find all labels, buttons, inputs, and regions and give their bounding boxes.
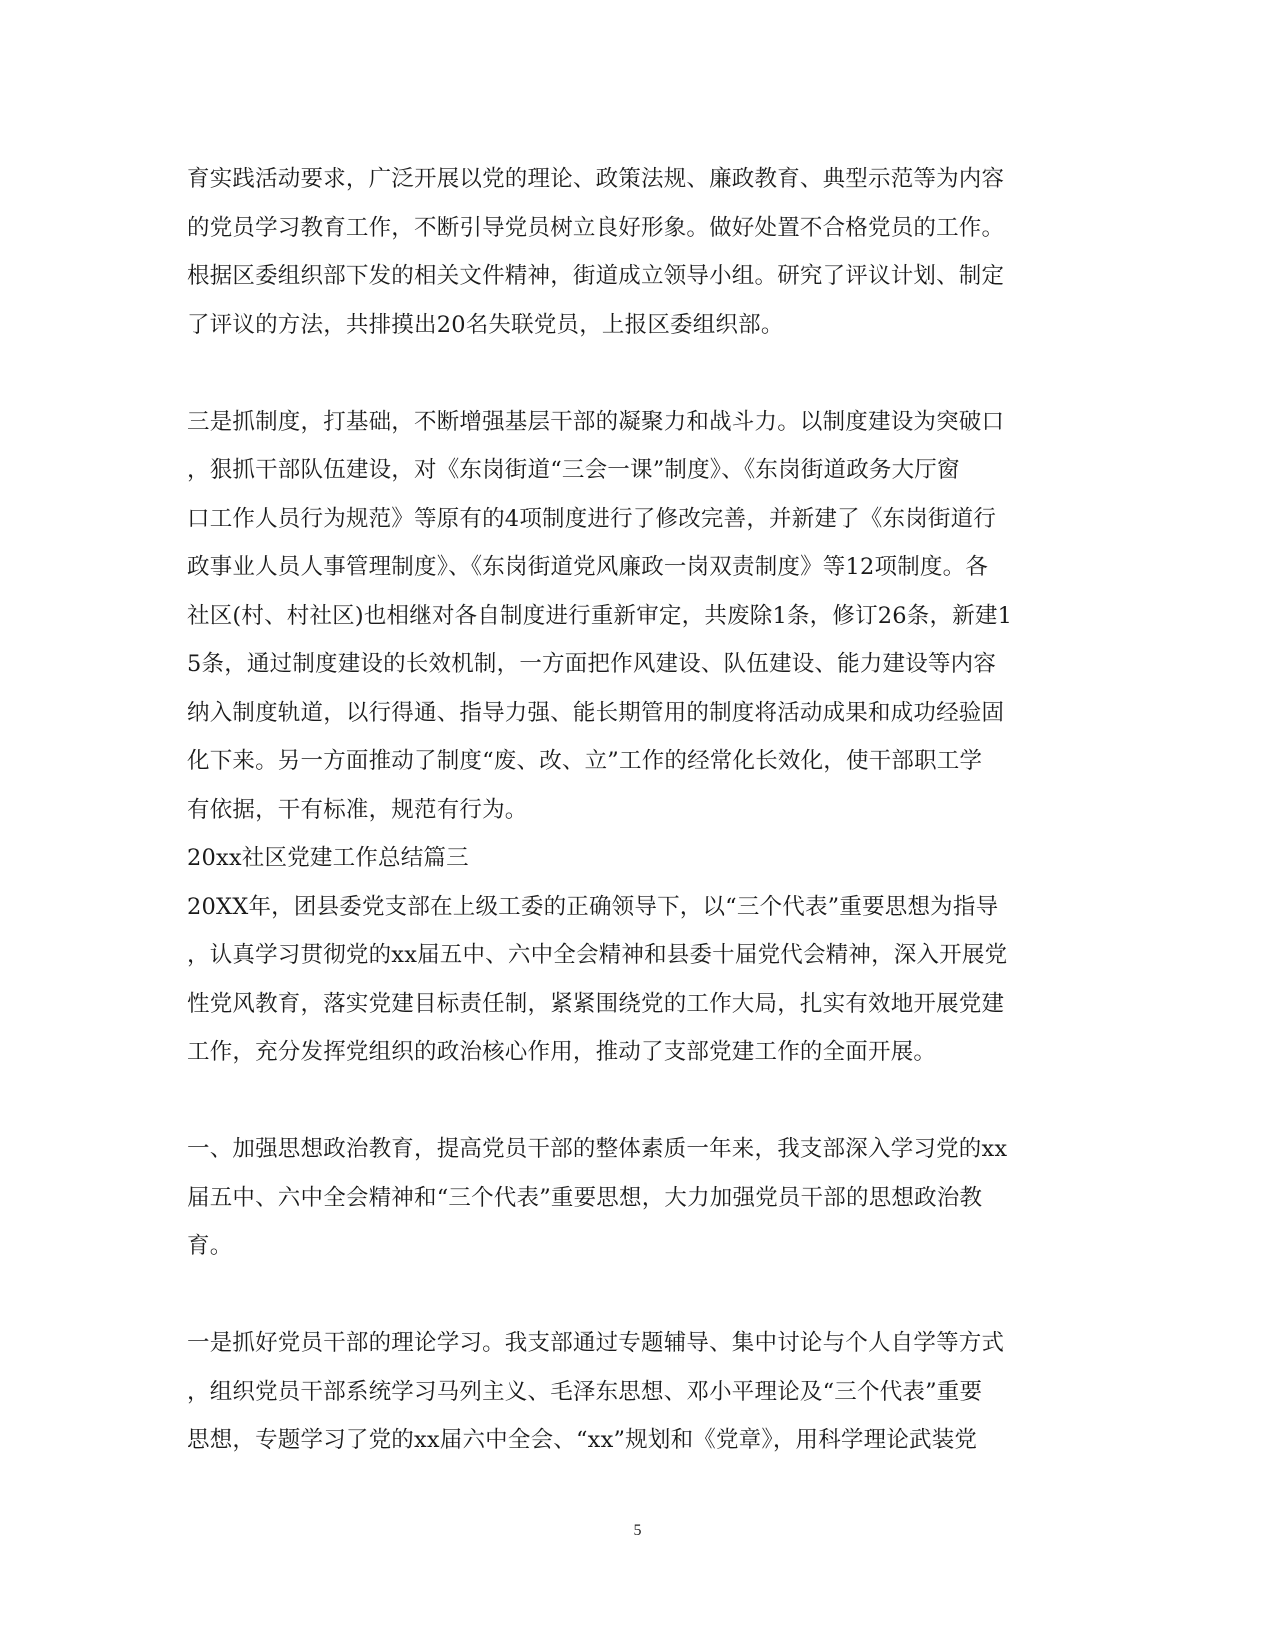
- paragraph: [187, 398, 1087, 1077]
- paragraph: [187, 1319, 1087, 1465]
- paragraph-spacer: [187, 349, 1087, 398]
- text-line: 工作，充分发挥党组织的政治核心作用，推动了支部党建工作的全面开展。: [187, 1039, 937, 1065]
- text-line: 一是抓好党员干部的理论学习。我支部通过专题辅导、集中讨论与个人自学等方式: [187, 1330, 1005, 1356]
- text-line: 政事业人员人事管理制度》、《东岗街道党风廉政一岗双责制度》等12项制度。各: [187, 554, 989, 580]
- text-line: 化下来。另一方面推动了制度“废、改、立”工作的经常化长效化，使干部职工学: [187, 748, 983, 774]
- paragraph-spacer: [187, 1077, 1087, 1126]
- text-line: 性党风教育，落实党建目标责任制，紧紧围绕党的工作大局，扎实有效地开展党建: [187, 990, 1005, 1017]
- text-line: 育。: [187, 1233, 233, 1259]
- document-body: [187, 155, 1087, 1465]
- text-line: 纳入制度轨道，以行得通、指导力强、能长期管用的制度将活动成果和成功经验固: [187, 699, 1005, 726]
- text-line: 届五中、六中全会精神和“三个代表”重要思想，大力加强党员干部的思想政治教: [187, 1184, 983, 1211]
- text-line: 思想，专题学习了党的xx届六中全会、“xx”规划和《党章》，用科学理论武装党: [187, 1427, 978, 1453]
- text-line: 了评议的方法，共排摸出20名失联党员，上报区委组织部。: [187, 311, 784, 338]
- text-line: 口工作人员行为规范》等原有的4项制度进行了修改完善，并新建了《东岗街道行: [187, 505, 997, 532]
- text-line: 育实践活动要求，广泛开展以党的理论、政策法规、廉政教育、典型示范等为内容: [187, 166, 1005, 192]
- text-line: 根据区委组织部下发的相关文件精神，街道成立领导小组。研究了评议计划、制定: [187, 263, 1005, 289]
- text-line: 有依据，干有标准，规范有行为。: [187, 796, 528, 823]
- text-line: 三是抓制度，打基础，不断增强基层干部的凝聚力和战斗力。以制度建设为突破口: [187, 408, 1005, 435]
- text-line: ，组织党员干部系统学习马列主义、毛泽东思想、邓小平理论及“三个代表”重要: [187, 1378, 983, 1405]
- paragraph: [187, 155, 1087, 349]
- text-line: ，狠抓干部队伍建设，对《东岗街道“三会一课”制度》、《东岗街道政务大厅窗: [187, 457, 960, 483]
- text-line: ，认真学习贯彻党的xx届五中、六中全会精神和县委十届党代会精神，深入开展党: [187, 942, 1008, 968]
- text-line: 的党员学习教育工作，不断引导党员树立良好形象。做好处置不合格党员的工作。: [187, 214, 1005, 241]
- text-line: 20XX年，团县委党支部在上级工委的正确领导下，以“三个代表”重要思想为指导: [187, 893, 999, 920]
- section-heading: 20xx社区党建工作总结篇三: [187, 845, 469, 871]
- text-line: 一、加强思想政治教育，提高党员干部的整体素质一年来，我支部深入学习党的xx: [187, 1136, 1008, 1162]
- page-number: 5: [633, 1522, 642, 1539]
- text-line: 5条，通过制度建设的长效机制，一方面把作风建设、队伍建设、能力建设等内容: [187, 651, 997, 677]
- paragraph-spacer: [187, 1271, 1087, 1320]
- paragraph: [187, 1125, 1087, 1271]
- text-line: 社区(村、村社区)也相继对各自制度进行重新审定，共废除1条，修订26条，新建1: [187, 602, 1013, 629]
